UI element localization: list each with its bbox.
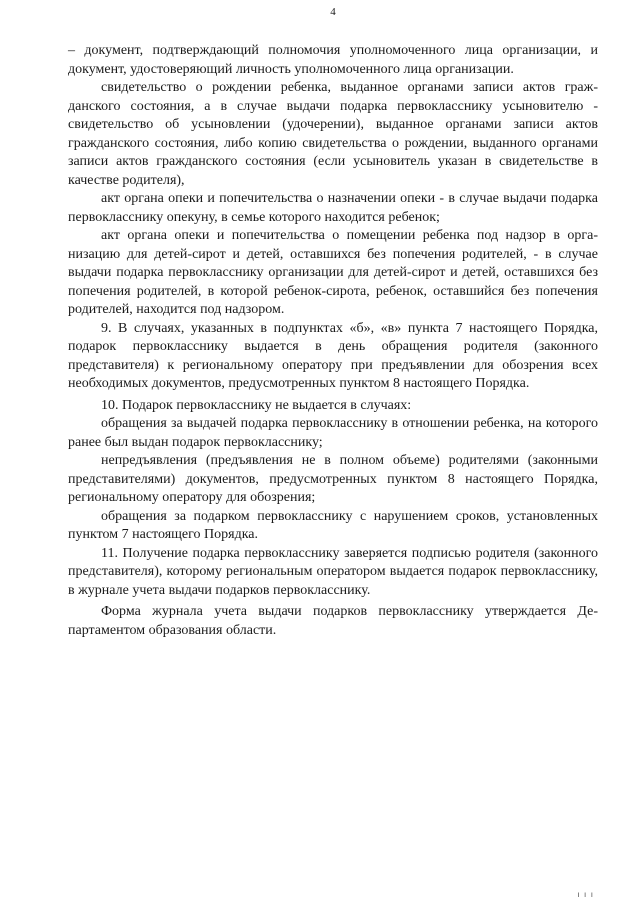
paragraph-item-10: 10. Подарок первокласснику не выдается в случаях: — [101, 397, 412, 413]
paragraph-refusal-repeat: обращения за выдачей подарка первокласснику в отношении ребенка, на которого ранее был выдан подарок первокласснику; — [68, 416, 598, 450]
scan-mark: ı ı ı — [577, 890, 594, 899]
paragraph-birth-certificate: свидетельство о рождении ребенка, выданное органами записи актов гражданского состояния, а в случае выдачи подарка первокласснику усыновителю - свидетельство об усыновлении (удочерении), выданное органами записи актов гражданского состояния, либо копию свидетельства о рождении, выданного органами записи актов гражданского состояния (если усыновитель указан в свидетельстве в качестве родителя), — [68, 80, 598, 188]
paragraph-guardianship-act: акт органа опеки и попечительства о назначении опеки - в случае выдачи подарка первокласснику опекуну, в семье которого находится ребенок; — [68, 191, 598, 225]
paragraph-supervision-act: акт органа опеки и попечительства о помещении ребенка под надзор в организацию для детей-сирот и детей, оставшихся без попечения родителей, - в случае выдачи подарка первокласснику организации для детей-сирот и детей, оставшихся без попечения родителей, в которой ребенок-сирота, ребенок, оставшийся без попечения родителей, находится под надзором. — [68, 228, 598, 317]
paragraph-journal-form: Форма журнала учета выдачи подарков первокласснику утверждается Департаментом образования области. — [68, 604, 598, 638]
document-body — [68, 42, 598, 640]
page-number: 4 — [330, 6, 336, 18]
paragraph-authority-documents: – документ, подтверждающий полномочия уполномоченного лица организации, и документ, удостоверяющий личность уполномоченного лица организации. — [68, 43, 598, 77]
paragraph-refusal-deadline: обращения за подарком первокласснику с нарушением сроков, установленных пунктом 7 настоящего Порядка. — [68, 508, 598, 542]
paragraph-refusal-documents: непредъявления (предъявления не в полном объеме) родителями (законными представителями) документов, предусмотренных пунктом 8 настоящего Порядка, региональному оператору для обозрения; — [68, 453, 598, 505]
paragraph-item-11: 11. Получение подарка первокласснику заверяется подписью родителя (законного представителя), которому региональным оператором выдается подарок первокласснику, в журнале учета выдачи подарков первокласснику. — [68, 545, 598, 598]
paragraph-item-9: 9. В случаях, указанных в подпунктах «б», «в» пункта 7 настоящего Порядка, подарок первокласснику выдается в день обращения родителя (законного представителя) к региональному оператору при предъявлении для обозрения всех необходимых документов, предусмотренных пунктом 8 настоящего Порядка. — [68, 320, 598, 391]
